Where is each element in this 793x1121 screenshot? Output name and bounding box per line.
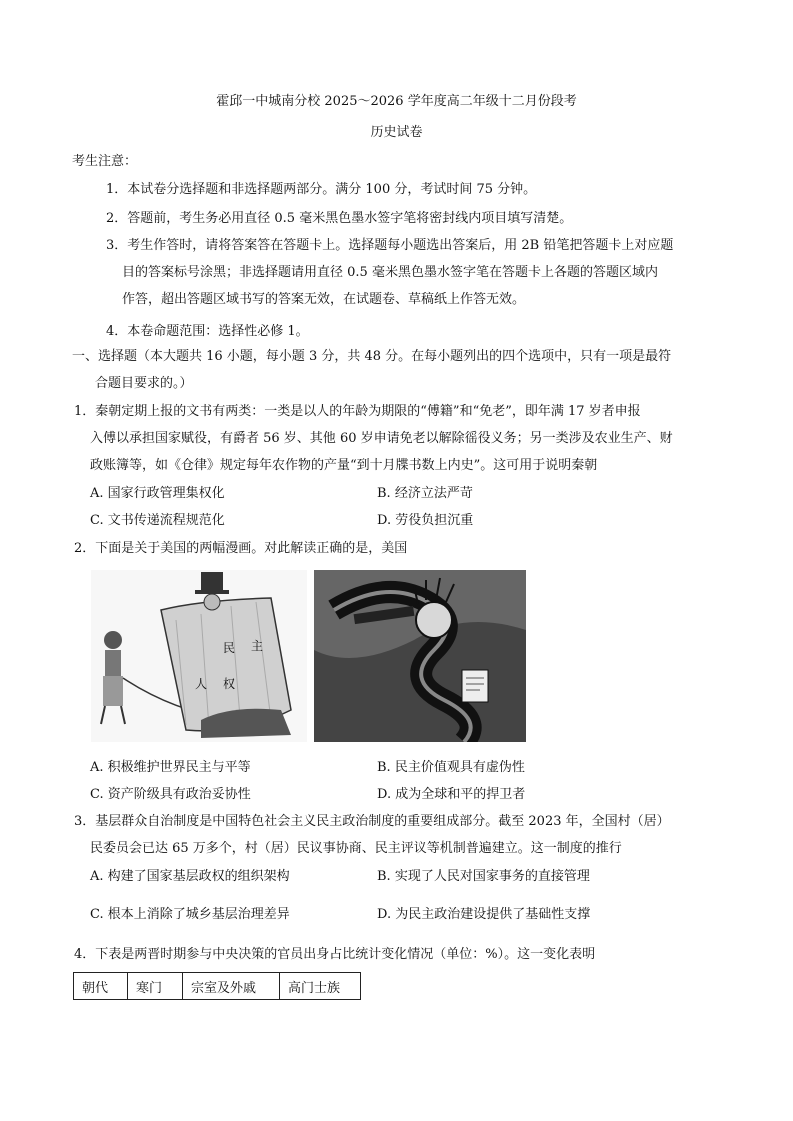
q1-stem-line1: 1．秦朝定期上报的文书有两类：一类是以人的年龄为期限的“傅籍”和“免老”，即年满 17 岁者申报 <box>74 404 641 419</box>
q2-option-a: A. 积极维护世界民主与平等 <box>90 760 251 775</box>
cartoon-text-3: 人 <box>195 677 208 691</box>
table-header-cell: 朝代 <box>74 973 128 1000</box>
notice-item-1: 1．本试卷分选择题和非选择题两部分。满分 100 分，考试时间 75 分钟。 <box>106 182 537 197</box>
q2-option-c: C. 资产阶级具有政治妥协性 <box>90 787 251 802</box>
q3-option-a: A. 构建了国家基层政权的组织架构 <box>90 869 290 884</box>
cartoon-left-image <box>91 570 307 742</box>
q3-option-b: B. 实现了人民对国家事务的直接管理 <box>377 869 590 884</box>
notice-item-3: 3．考生作答时，请将答案答在答题卡上。选择题每小题选出答案后，用 2B 铅笔把答题卡上对应题 <box>106 238 674 253</box>
q2-stem: 2．下面是关于美国的两幅漫画。对此解读正确的是，美国 <box>74 541 408 556</box>
q3-option-d: D. 为民主政治建设提供了基础性支撑 <box>377 907 591 922</box>
cartoon-text-4: 权 <box>223 677 236 691</box>
section-heading: 一、选择题（本大题共 16 小题，每小题 3 分，共 48 分。在每小题列出的四个选项中，只有一项是最符 <box>72 349 672 364</box>
q1-option-b: B. 经济立法严苛 <box>377 486 473 501</box>
q4-table <box>73 972 361 1000</box>
table-header-cell: 寒门 <box>128 973 183 1000</box>
notice-item-3-cont2: 作答，超出答题区域书写的答案无效，在试题卷、草稿纸上作答无效。 <box>122 292 526 307</box>
q1-option-c: C. 文书传递流程规范化 <box>90 513 225 528</box>
section-heading-cont: 合题目要求的。） <box>95 376 193 391</box>
q2-option-b: B. 民主价值观具有虚伪性 <box>377 760 525 775</box>
notice-heading: 考生注意： <box>72 154 138 169</box>
notice-item-3-cont: 目的答案标号涂黑；非选择题请用直径 0.5 毫米黑色墨水签字笔在答题卡上各题的答题区域内 <box>122 265 658 280</box>
notice-item-2: 2．答题前，考生务必用直径 0.5 毫米黑色墨水签字笔将密封线内项目填写清楚。 <box>106 211 573 226</box>
q3-stem-line1: 3．基层群众自治制度是中国特色社会主义民主政治制度的重要组成部分。截至 2023 年，全国村（居） <box>74 814 670 829</box>
table-header-cell: 宗室及外戚 <box>183 973 280 1000</box>
q1-stem-line3: 政账簿等，如《仓律》规定每年农作物的产量“到十月牒书数上内史”。这可用于说明秦朝 <box>90 458 598 473</box>
q3-option-c: C. 根本上消除了城乡基层治理差异 <box>90 907 290 922</box>
cartoon-text-2: 主 <box>251 639 264 653</box>
table-header-cell: 高门士族 <box>280 973 361 1000</box>
notice-item-4: 4．本卷命题范围：选择性必修 1。 <box>106 324 309 339</box>
exam-subtitle: 历史试卷 <box>370 125 423 140</box>
q4-stem: 4．下表是两晋时期参与中央决策的官员出身占比统计变化情况（单位：%）。这一变化表明 <box>74 947 596 962</box>
exam-title: 霍邱一中城南分校 2025～2026 学年度高二年级十二月份段考 <box>216 94 577 109</box>
q1-stem-line2: 入傅以承担国家赋役，有爵者 56 岁、其他 60 岁申请免老以解除徭役义务；另一类涉及农业生产、财 <box>90 431 673 446</box>
q3-stem-line2: 民委员会已达 65 万多个，村（居）民议事协商、民主评议等机制普遍建立。这一制度的推行 <box>90 841 622 856</box>
cartoon-text-1: 民 <box>223 641 236 655</box>
q1-option-d: D. 劳役负担沉重 <box>377 513 474 528</box>
q2-option-d: D. 成为全球和平的捍卫者 <box>377 787 526 802</box>
cartoon-right-image <box>314 570 526 742</box>
q1-option-a: A. 国家行政管理集权化 <box>90 486 225 501</box>
table-header-row <box>74 973 361 1000</box>
